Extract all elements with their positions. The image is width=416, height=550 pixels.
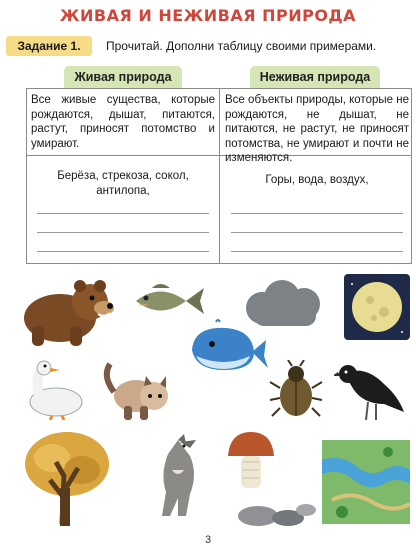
table-divider [219, 89, 220, 263]
write-line-living-2[interactable] [37, 232, 209, 233]
whale-picture [186, 318, 268, 378]
definition-living: Все живые существа, которые рождаются, дышат, питаются, растут, приносят потомство и умирают. [31, 94, 215, 150]
nature-table [26, 88, 412, 264]
write-line-living-3[interactable] [37, 251, 209, 252]
write-line-nonliving-1[interactable] [231, 213, 403, 214]
goose-picture [22, 360, 86, 420]
mushroom-picture [226, 430, 276, 490]
beetle-picture [268, 360, 324, 420]
cat-picture [102, 356, 176, 422]
page-number: 3 [204, 534, 212, 546]
write-line-nonliving-2[interactable] [231, 232, 403, 233]
crow-picture [334, 360, 408, 422]
fish-picture [130, 280, 206, 322]
bear-picture [20, 272, 116, 348]
examples-living: Берёза, стрекоза, сокол, антилопа, [57, 170, 189, 197]
task-label: Задание 1. [6, 36, 92, 56]
tree-picture [22, 428, 112, 526]
definition-nonliving: Все объекты природы, которые не рождаются, не дышат, не питаются, не растут, не приносят потомства, не умирают и почти не изменяются. [225, 94, 409, 164]
stones-picture [236, 500, 318, 528]
task-instruction: Прочитай. Дополни таблицу своими примерами. [106, 39, 377, 53]
map-picture [322, 440, 410, 524]
page-title: ЖИВАЯ И НЕЖИВАЯ ПРИРОДА [59, 6, 357, 25]
header-nonliving: Неживая природа [250, 66, 380, 88]
write-line-living-1[interactable] [37, 213, 209, 214]
write-line-nonliving-3[interactable] [231, 251, 403, 252]
wolf-picture [150, 434, 206, 518]
header-living: Живая природа [64, 66, 182, 88]
examples-nonliving: Горы, вода, воздух, [265, 174, 369, 186]
moon-picture [344, 274, 410, 340]
